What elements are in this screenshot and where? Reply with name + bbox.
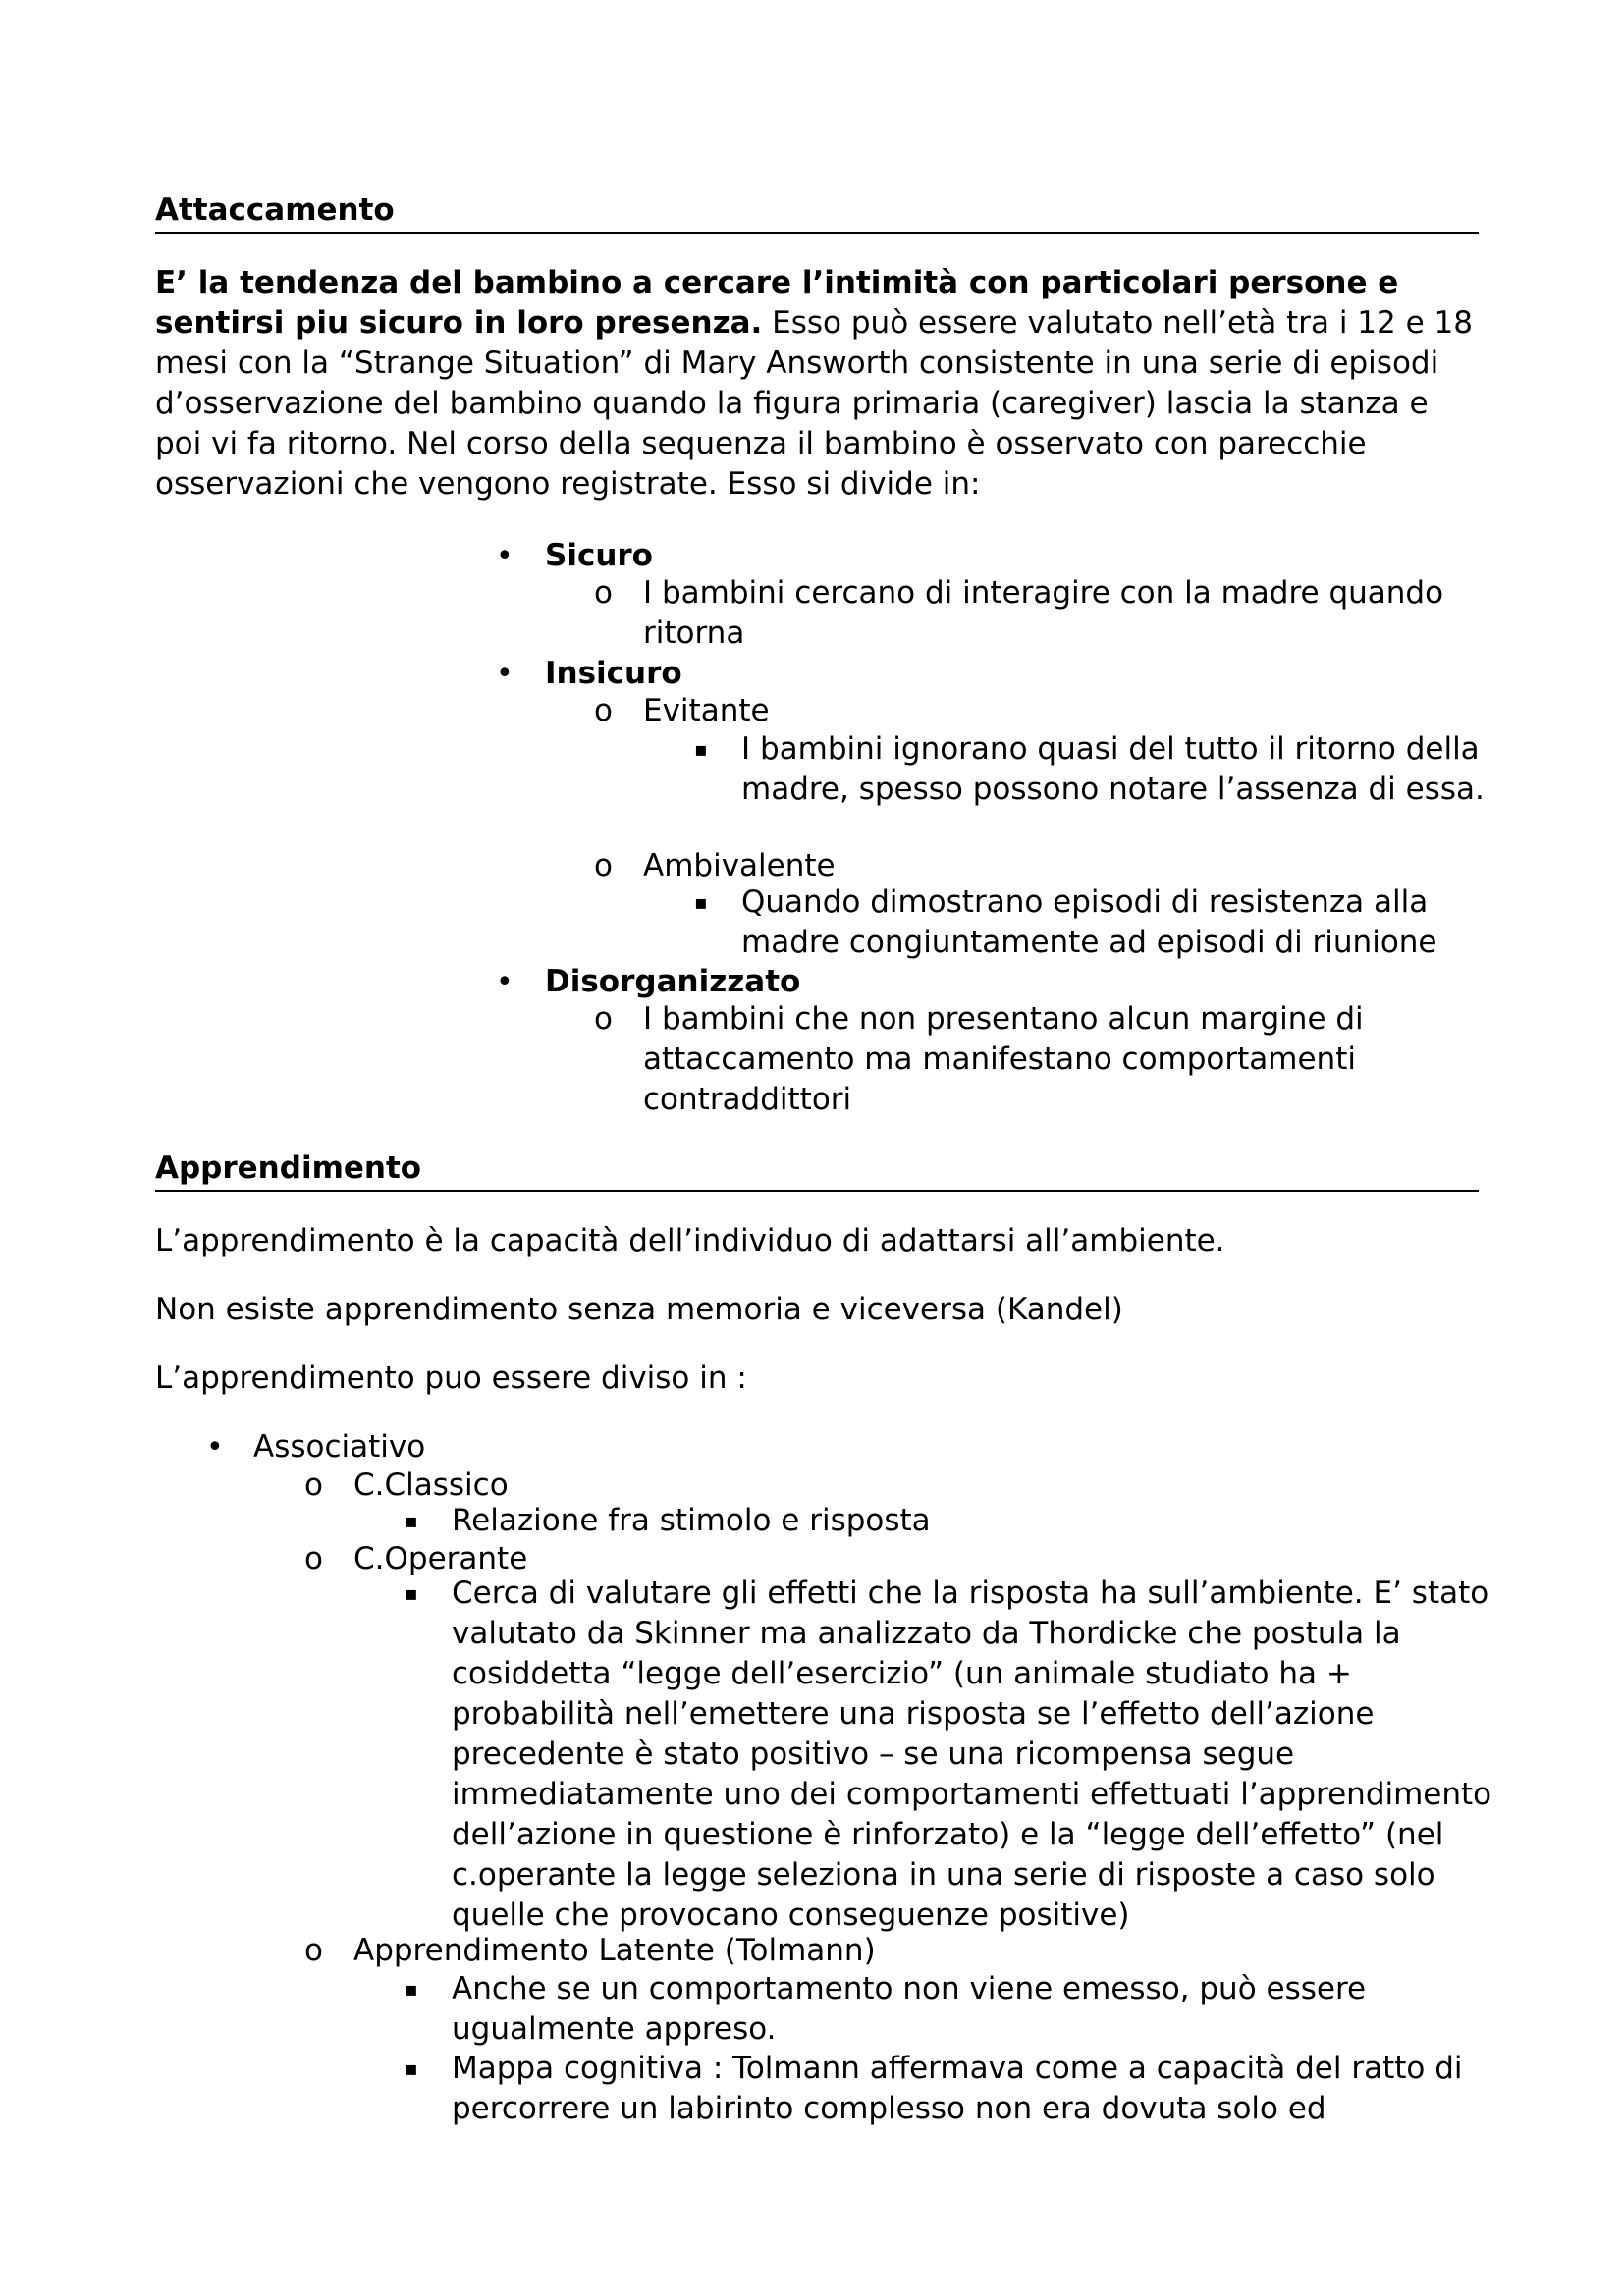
section-heading-attaccamento: Attaccamento <box>155 190 1479 234</box>
paragraph: Non esiste apprendimento senza memoria e viceversa (Kandel) <box>155 1292 1123 1327</box>
bullet-marker: • <box>496 657 514 691</box>
square-marker: ▪ <box>405 1977 418 2001</box>
section-heading-apprendimento: Apprendimento <box>155 1148 1479 1192</box>
intro-paragraph <box>155 263 1481 505</box>
square-marker: ▪ <box>405 2056 418 2080</box>
list-item-text: Ambivalente <box>643 848 836 883</box>
bullet-marker: • <box>206 1430 224 1465</box>
list-item-text: Insicuro <box>545 656 682 691</box>
list-item-text: Quando dimostrano episodi di resistenza alla madre congiuntamente ad episodi di riunione <box>741 884 1437 960</box>
bullet-marker: • <box>496 965 514 999</box>
circle-marker: o <box>594 575 613 611</box>
list-item-text: Disorganizzato <box>545 964 801 999</box>
circle-marker: o <box>304 1933 323 1968</box>
intro-text: Esso può essere valutato nell’età tra i 12 e 18 mesi con la “Strange Situation” di Mary Answorth consistente in una serie di episodi d’osservazione del bambino quando la figura primaria (caregiver) lascia la stanza e poi vi fa ritorno. Nel corso della sequenza il bambino è osservato con parecchie osservazioni che vengono registrate. Esso si divide in: <box>155 305 1473 502</box>
square-marker: ▪ <box>405 1581 418 1605</box>
circle-marker: o <box>594 1001 613 1037</box>
list-item-text: Mappa cognitiva : Tolmann affermava come a capacità del ratto di percorrere un labirinto complesso non era dovuta solo ed <box>452 2051 1463 2126</box>
circle-marker: o <box>594 693 613 728</box>
square-marker: ▪ <box>405 1509 418 1532</box>
list-item-text: I bambini ignorano quasi del tutto il ritorno della madre, spesso possono notare l’assenza di essa. <box>741 731 1485 807</box>
list-item-text: Anche se un comportamento non viene emesso, può essere ugualmente appreso. <box>452 1971 1367 2047</box>
circle-marker: o <box>594 848 613 883</box>
list-item-text: C.Operante <box>353 1541 528 1576</box>
circle-marker: o <box>304 1468 323 1503</box>
square-marker: ▪ <box>694 890 708 914</box>
paragraph: L’apprendimento puo essere diviso in : <box>155 1361 747 1396</box>
list-item-text: Apprendimento Latente (Tolmann) <box>353 1933 876 1968</box>
list-item-text: I bambini che non presentano alcun margine di attaccamento ma manifestano comportamenti contraddittori <box>643 1001 1364 1117</box>
square-marker: ▪ <box>694 737 708 761</box>
list-item-text: Relazione fra stimolo e risposta <box>452 1503 931 1538</box>
circle-marker: o <box>304 1541 323 1576</box>
paragraph: L’apprendimento è la capacità dell’individuo di adattarsi all’ambiente. <box>155 1223 1225 1258</box>
list-item-text: Cerca di valutare gli effetti che la risposta ha sull’ambiente. E’ stato valutato da Skinner ma analizzato da Thordicke che postula la cosiddetta “legge dell’esercizio” (un animale studiato ha + probabilità nell’emettere una risposta se l’effetto dell’azione precedente è stato positivo – se una ricompensa segue immediatamente uno dei comportamenti effettuati l’apprendimento dell’azione in questione è rinforzato) e la “legge dell’effetto” (nel c.operante la legge seleziona in una serie di risposte a caso solo quelle che provocano conseguenze positive) <box>452 1575 1492 1933</box>
list-item-text: Evitante <box>643 693 770 728</box>
list-item-text: C.Classico <box>353 1468 509 1503</box>
list-item-text: Associativo <box>253 1429 426 1465</box>
intro-bold-text: E’ la tendenza del bambino a cercare l’intimità con particolari persone e sentirsi piu sicuro in loro presenza. <box>155 265 1399 341</box>
list-item-text: Sicuro <box>545 538 653 573</box>
bullet-marker: • <box>496 539 514 573</box>
list-item-text: I bambini cercano di interagire con la madre quando ritorna <box>643 575 1444 651</box>
